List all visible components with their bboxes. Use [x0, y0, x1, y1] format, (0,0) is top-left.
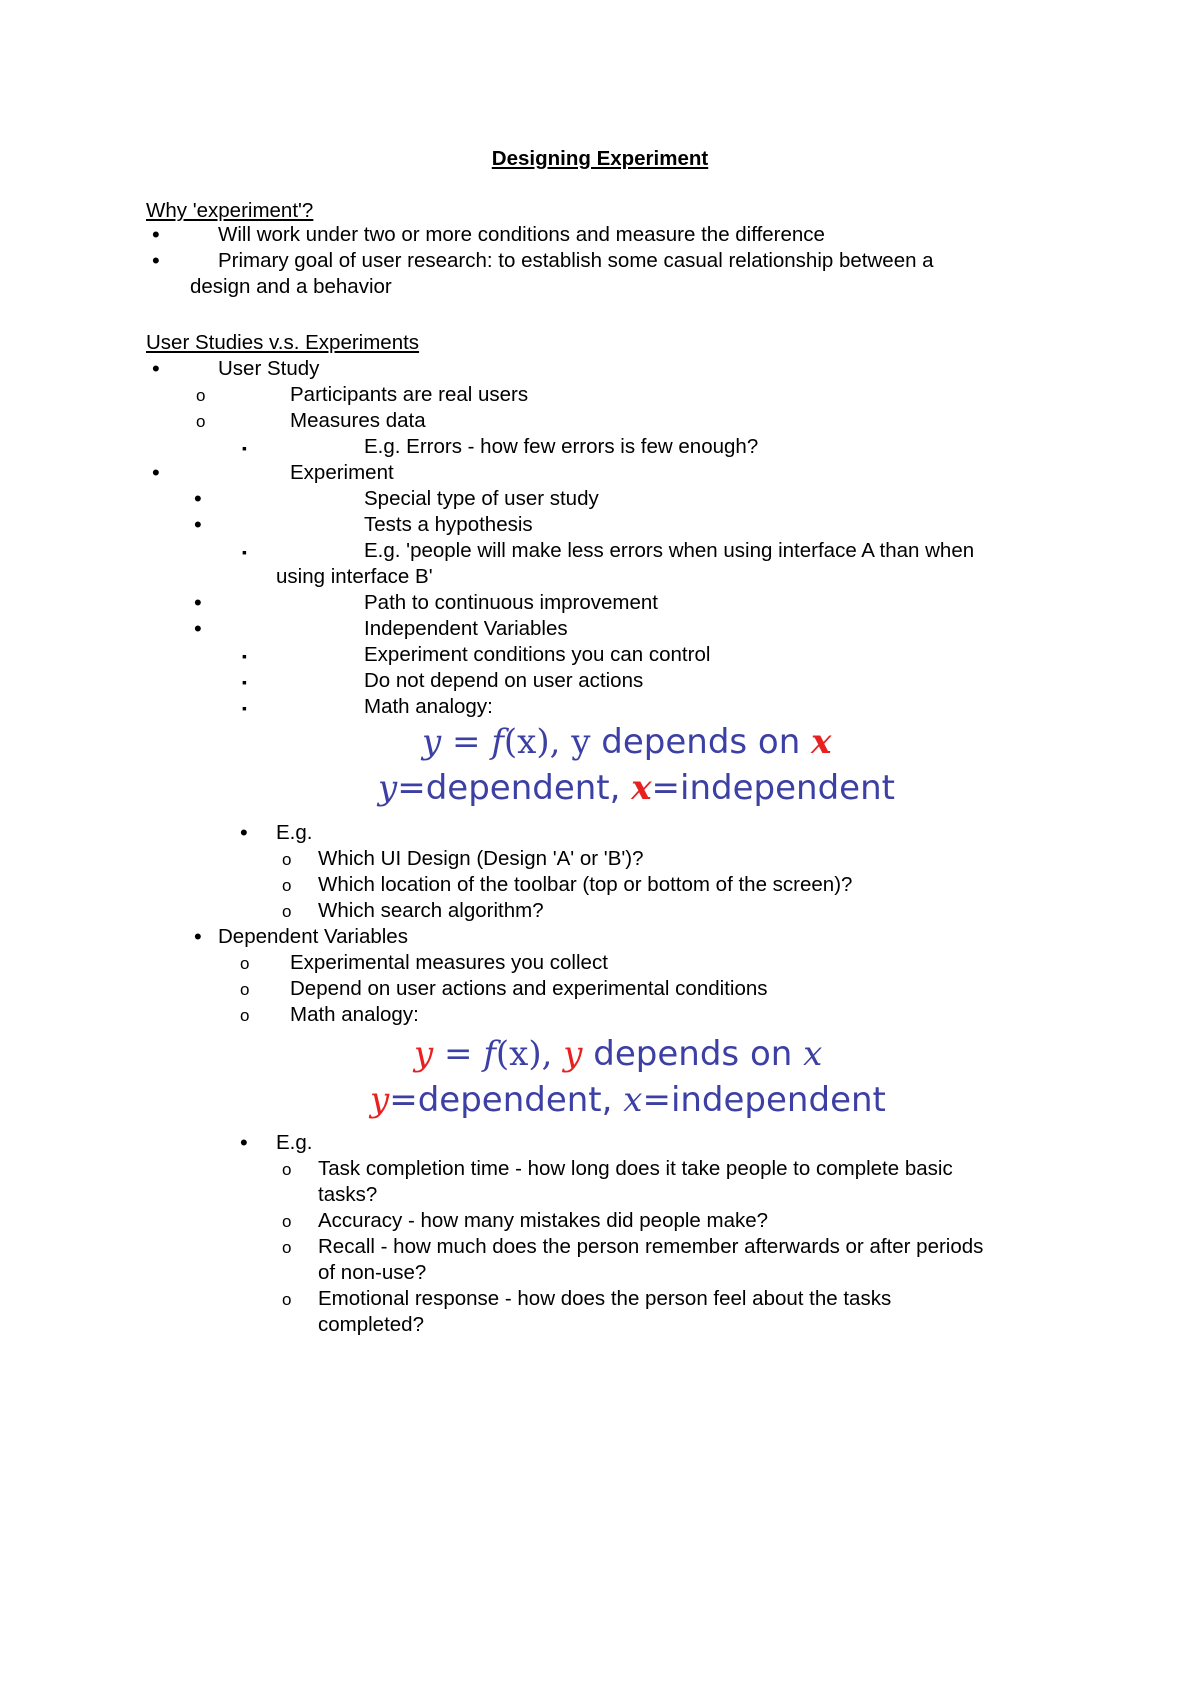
square-bullet-icon: [242, 642, 247, 669]
eq-independent-text: =independent: [651, 768, 895, 808]
list-item: Primary goal of user research: to establish some casual relationship between a: [218, 249, 934, 272]
eq-var-y: y: [422, 722, 442, 762]
list-item: E.g.: [276, 821, 313, 844]
circle-bullet-icon: [240, 950, 249, 977]
circle-bullet-icon: [240, 1002, 249, 1029]
circle-bullet-icon: [282, 872, 291, 899]
list-item: Math analogy:: [364, 695, 493, 718]
list-item-continuation: of non-use?: [318, 1261, 427, 1284]
bullet-icon: [240, 1130, 248, 1157]
list-item-continuation: design and a behavior: [190, 275, 392, 298]
list-item-user-study: User Study: [218, 357, 320, 380]
eq-depends-text: depends on: [590, 722, 812, 762]
bullet-icon: [194, 512, 202, 539]
list-item: Recall - how much does the person remember afterwards or after periods: [318, 1235, 984, 1258]
circle-bullet-icon: [240, 976, 249, 1003]
bullet-icon: [152, 460, 160, 487]
square-bullet-icon: [242, 538, 247, 565]
eq-arg: (x): [503, 722, 550, 762]
section-heading-studies: User Studies v.s. Experiments: [146, 331, 420, 354]
circle-bullet-icon: [282, 1234, 291, 1261]
square-bullet-icon: [242, 694, 247, 721]
eq-comma-y: , y: [549, 722, 591, 762]
circle-bullet-icon: [282, 898, 291, 925]
list-item-dependent: Dependent Variables: [218, 925, 408, 948]
eq-dependent-text: =dependent,: [397, 768, 632, 808]
list-item: E.g. Errors - how few errors is few enough?: [364, 435, 759, 458]
list-item: Measures data: [290, 409, 426, 432]
list-item: Tests a hypothesis: [364, 513, 533, 536]
eq-equals: =: [441, 722, 492, 762]
equation-line: [370, 1078, 886, 1122]
circle-bullet-icon: [196, 382, 205, 409]
list-item: Independent Variables: [364, 617, 568, 640]
eq-var-y: y: [414, 1034, 434, 1074]
equation-line: [414, 1032, 822, 1076]
eq-var-x: x: [803, 1034, 823, 1074]
list-item: Special type of user study: [364, 487, 599, 510]
bullet-icon: [194, 590, 202, 617]
bullet-icon: [194, 486, 202, 513]
list-item-continuation: tasks?: [318, 1183, 378, 1206]
equation-line: [378, 766, 895, 810]
list-item: Will work under two or more conditions and measure the difference: [218, 223, 825, 246]
list-item: Accuracy - how many mistakes did people make?: [318, 1209, 769, 1232]
square-bullet-icon: [242, 668, 247, 695]
equation-line: [422, 720, 831, 764]
list-item: Participants are real users: [290, 383, 529, 406]
eq-arg: (x): [495, 1034, 542, 1074]
list-item: Depend on user actions and experimental conditions: [290, 977, 768, 1000]
list-item: E.g. 'people will make less errors when using interface A than when: [364, 539, 975, 562]
eq-independent-text: =independent: [642, 1080, 886, 1120]
eq-func: f: [483, 1034, 496, 1074]
list-item: Path to continuous improvement: [364, 591, 658, 614]
list-item: Do not depend on user actions: [364, 669, 644, 692]
list-item: Which search algorithm?: [318, 899, 544, 922]
list-item: E.g.: [276, 1131, 313, 1154]
eq-func: f: [491, 722, 504, 762]
circle-bullet-icon: [282, 846, 291, 873]
eq-var-x: x: [811, 722, 832, 762]
list-item: Which UI Design (Design 'A' or 'B')?: [318, 847, 644, 870]
list-item-continuation: completed?: [318, 1313, 424, 1336]
eq-depends-text: depends on: [582, 1034, 804, 1074]
eq-equals: =: [433, 1034, 484, 1074]
eq-var-y: y: [378, 768, 398, 808]
bullet-icon: [240, 820, 248, 847]
bullet-icon: [194, 616, 202, 643]
eq-var-y: y: [563, 1034, 583, 1074]
section-heading-why: Why 'experiment'?: [146, 199, 314, 222]
list-item: Experiment conditions you can control: [364, 643, 711, 666]
eq-var-x: x: [623, 1080, 643, 1120]
circle-bullet-icon: [282, 1208, 291, 1235]
list-item: Which location of the toolbar (top or bottom of the screen)?: [318, 873, 853, 896]
eq-comma: ,: [541, 1034, 564, 1074]
list-item-continuation: using interface B': [276, 565, 433, 588]
bullet-icon: [152, 222, 160, 249]
list-item: Emotional response - how does the person feel about the tasks: [318, 1287, 892, 1310]
eq-dependent-text: =dependent,: [389, 1080, 624, 1120]
bullet-icon: [152, 248, 160, 275]
list-item-experiment: Experiment: [290, 461, 394, 484]
circle-bullet-icon: [282, 1286, 291, 1313]
circle-bullet-icon: [282, 1156, 291, 1183]
circle-bullet-icon: [196, 408, 205, 435]
bullet-icon: [194, 924, 202, 951]
list-item: Math analogy:: [290, 1003, 419, 1026]
eq-var-y: y: [370, 1080, 390, 1120]
list-item: Experimental measures you collect: [290, 951, 608, 974]
list-item: Task completion time - how long does it take people to complete basic: [318, 1157, 953, 1180]
page-title: Designing Experiment: [491, 147, 709, 170]
eq-var-x: x: [631, 768, 652, 808]
square-bullet-icon: [242, 434, 247, 461]
bullet-icon: [152, 356, 160, 383]
